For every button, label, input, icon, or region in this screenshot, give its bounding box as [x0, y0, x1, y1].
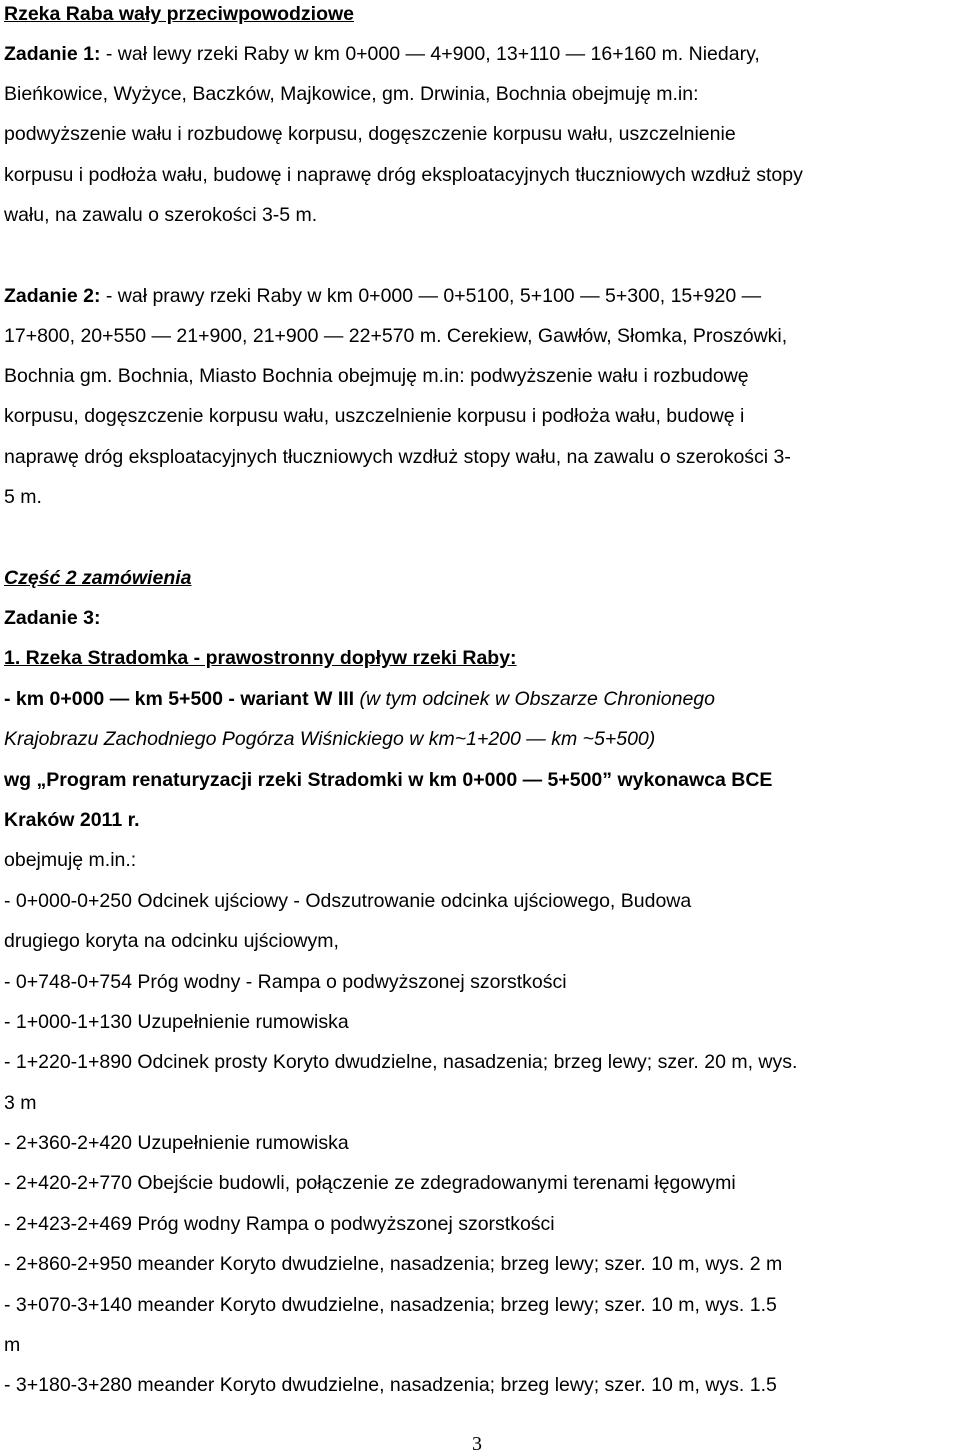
- task1-line-3: podwyższenie wału i rozbudowę korpusu, dogęszczenie korpusu wału, uszczelnienie: [4, 123, 736, 145]
- list-item: - 1+220-1+890 Odcinek prosty Koryto dwudzielne, nasadzenia; brzeg lewy; szer. 20 m, wys.: [4, 1051, 798, 1073]
- variant-line-1: - km 0+000 — km 5+500 - wariant W III (w tym odcinek w Obszarze Chronionego: [4, 688, 715, 710]
- river-heading: 1. Rzeka Stradomka - prawostronny dopływ rzeki Raby:: [4, 647, 517, 669]
- task1-line-5: wału, na zawalu o szerokości 3-5 m.: [4, 204, 318, 226]
- list-item: - 2+360-2+420 Uzupełnienie rumowiska: [4, 1132, 349, 1154]
- task2-line-5: naprawę dróg eksploatacyjnych tłuczniowych wzdłuż stopy wału, na zawalu o szerokości 3-: [4, 446, 791, 468]
- task2-line-1: Zadanie 2: - wał prawy rzeki Raby w km 0+000 — 0+5100, 5+100 — 5+300, 15+920 —: [4, 285, 762, 307]
- list-item: - 2+423-2+469 Próg wodny Rampa o podwyższonej szorstkości: [4, 1213, 555, 1235]
- variant-line-2: Krajobrazu Zachodniego Pogórza Wiśnickiego w km~1+200 — km ~5+500): [4, 728, 656, 750]
- list-item: m: [4, 1334, 21, 1356]
- list-item: 3 m: [4, 1092, 37, 1114]
- list-item: - 1+000-1+130 Uzupełnienie rumowiska: [4, 1011, 349, 1033]
- page-number: 3: [472, 1433, 482, 1455]
- program-line-2: Kraków 2011 r.: [4, 809, 140, 831]
- task2-line-4: korpusu, dogęszczenie korpusu wału, uszczelnienie korpusu i podłoża wału, budowę i: [4, 405, 745, 427]
- task1-label: Zadanie 1:: [4, 43, 101, 65]
- document-heading: Rzeka Raba wały przeciwpowodziowe: [4, 3, 355, 25]
- program-line-1: wg „Program renaturyzacji rzeki Stradomki w km 0+000 — 5+500” wykonawca BCE: [4, 769, 773, 791]
- task2-label: Zadanie 2:: [4, 285, 101, 307]
- part2-title: Część 2 zamówienia: [4, 567, 192, 589]
- list-item: - 3+180-3+280 meander Koryto dwudzielne, nasadzenia; brzeg lewy; szer. 10 m, wys. 1.5: [4, 1374, 777, 1396]
- list-item: - 0+748-0+754 Próg wodny - Rampa o podwyższonej szorstkości: [4, 971, 567, 993]
- includes-label: obejmuję m.in.:: [4, 849, 137, 871]
- list-item: - 2+420-2+770 Obejście budowli, połączenie ze zdegradowanymi terenami łęgowymi: [4, 1172, 736, 1194]
- task3-label: Zadanie 3:: [4, 607, 101, 629]
- task1-line-2: Bieńkowice, Wyżyce, Baczków, Majkowice, gm. Drwinia, Bochnia obejmuję m.in:: [4, 83, 699, 105]
- task2-line-2: 17+800, 20+550 — 21+900, 21+900 — 22+570 m. Cerekiew, Gawłów, Słomka, Proszówki,: [4, 325, 788, 347]
- task2-line-6: 5 m.: [4, 486, 42, 508]
- list-item: - 2+860-2+950 meander Koryto dwudzielne, nasadzenia; brzeg lewy; szer. 10 m, wys. 2 m: [4, 1253, 783, 1275]
- list-item: - 0+000-0+250 Odcinek ujściowy - Odszutrowanie odcinka ujściowego, Budowa: [4, 890, 692, 912]
- list-item: drugiego koryta na odcinku ujściowym,: [4, 930, 339, 952]
- task1-line-4: korpusu i podłoża wału, budowę i naprawę dróg eksploatacyjnych tłuczniowych wzdłuż stopy: [4, 164, 803, 186]
- task2-line-3: Bochnia gm. Bochnia, Miasto Bochnia obejmuję m.in: podwyższenie wału i rozbudowę: [4, 365, 749, 387]
- list-item: - 3+070-3+140 meander Koryto dwudzielne, nasadzenia; brzeg lewy; szer. 10 m, wys. 1.5: [4, 1294, 777, 1316]
- task1-line-1: Zadanie 1: - wał lewy rzeki Raby w km 0+000 — 4+900, 13+110 — 16+160 m. Niedary,: [4, 43, 760, 65]
